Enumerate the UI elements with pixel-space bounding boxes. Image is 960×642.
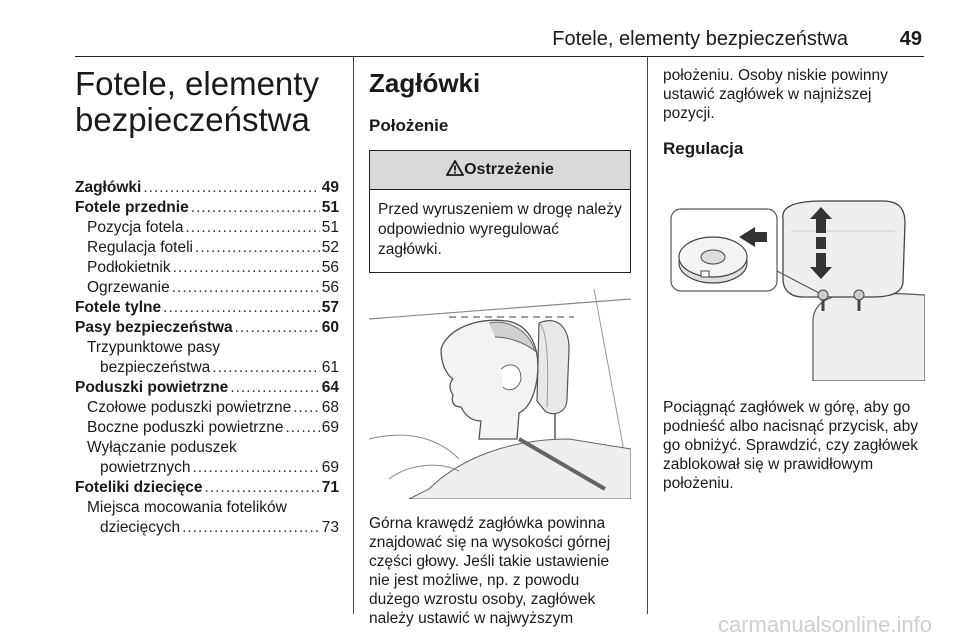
headrest-column xyxy=(369,66,631,628)
toc-entry[interactable]: Fotele przednie ..... 51 xyxy=(75,198,339,218)
headrest-adjustment-illustration xyxy=(663,171,925,381)
warning-box xyxy=(369,150,631,273)
toc-entry[interactable]: Regulacja foteli ..... 52 xyxy=(75,238,339,258)
warning-title: Ostrzeżenie xyxy=(464,161,554,178)
toc-entry[interactable]: powietrznych ..... 69 xyxy=(75,458,339,478)
toc-entry[interactable]: Boczne poduszki powietrzne ..... 69 xyxy=(75,418,339,438)
toc-entry-line1[interactable]: Wyłączanie poduszek xyxy=(87,439,237,456)
chapter-title: Fotele, elementy bezpieczeństwa xyxy=(75,65,319,138)
watermark: carmanualsonline.info xyxy=(717,612,932,637)
running-header-title: Fotele, elementy bezpieczeństwa xyxy=(552,28,848,50)
warning-text: Przed wyruszeniem w drogę należy odpowiednio wyregulować zagłówki. xyxy=(378,201,622,258)
subsection-heading-adjust: Regulacja xyxy=(663,139,744,158)
column-divider-1 xyxy=(353,56,354,614)
adjustment-column xyxy=(663,66,925,493)
toc-entry[interactable]: Zagłówki ..... 49 xyxy=(75,178,339,198)
toc-entry[interactable]: Pasy bezpieczeństwa ..... 60 xyxy=(75,318,339,338)
header-rule xyxy=(75,56,924,57)
toc-entry[interactable]: Ogrzewanie ..... 56 xyxy=(75,278,339,298)
adjustment-paragraph: Pociągnąć zagłówek w górę, aby go podnieść albo nacisnąć przycisk, aby go obniżyć. Sprawdzić, czy zagłówek zablokował się w prawidłowym położeniu. xyxy=(663,399,919,492)
page-number: 49 xyxy=(899,28,922,50)
headrest-position-illustration xyxy=(369,289,631,499)
warning-triangle-icon xyxy=(446,160,464,176)
position-paragraph: Górna krawędź zagłówka powinna znajdować się na wysokości górnej części głowy. Jeśli takie ustawienie nie jest możliwe, np. z powodu dużego wzrostu osoby, zagłówek należy ustawić w najwyższym xyxy=(369,515,611,627)
toc-entry[interactable]: Pozycja fotela ..... 51 xyxy=(75,218,339,238)
toc-entry[interactable]: bezpieczeństwa ..... 61 xyxy=(75,358,339,378)
subsection-heading-position: Położenie xyxy=(369,116,449,135)
toc-entry[interactable]: Foteliki dziecięce ..... 71 xyxy=(75,478,339,498)
toc-entry-line1[interactable]: Miejsca mocowania fotelików xyxy=(87,499,287,516)
toc-entry[interactable]: Poduszki powietrzne ..... 64 xyxy=(75,378,339,398)
toc-entry[interactable]: Czołowe poduszki powietrzne ..... 68 xyxy=(75,398,339,418)
toc-entry[interactable]: Fotele tylne ..... 57 xyxy=(75,298,339,318)
column-divider-2 xyxy=(647,56,648,614)
section-title: Zagłówki xyxy=(369,68,481,98)
toc-entry[interactable]: dziecięcych ..... 73 xyxy=(75,518,339,538)
chapter-column xyxy=(75,66,339,538)
warning-header xyxy=(370,151,630,190)
toc-entry[interactable]: Podłokietnik ..... 56 xyxy=(75,258,339,278)
toc-entry-line1[interactable]: Trzypunktowe pasy xyxy=(87,339,220,356)
table-of-contents xyxy=(75,178,339,538)
position-paragraph-continued: położeniu. Osoby niskie powinny ustawić zagłówek w najniższej pozycji. xyxy=(663,67,888,122)
